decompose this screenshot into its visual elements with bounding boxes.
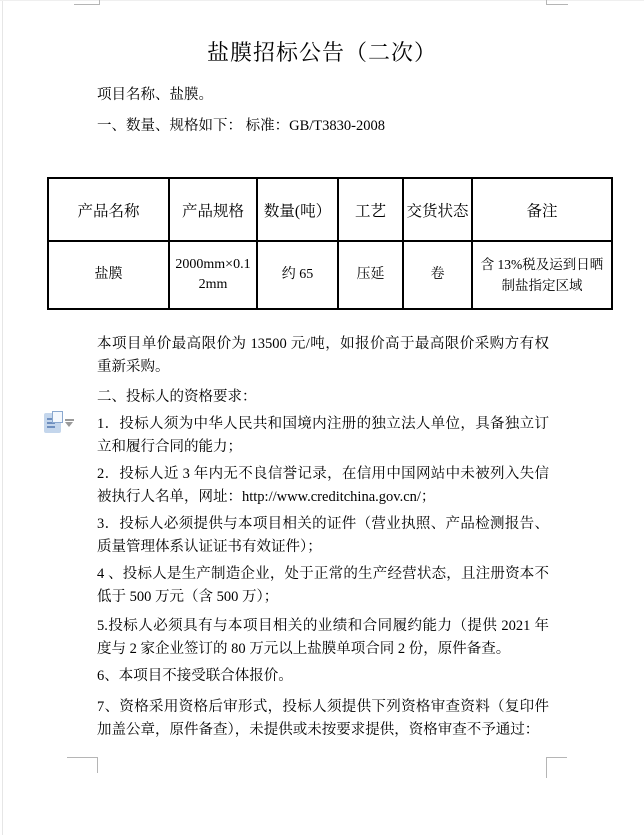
cell-remark: 含 13%税及运到日晒制盐指定区域 xyxy=(472,241,612,309)
table-header-row xyxy=(48,178,612,241)
page-left-edge xyxy=(2,0,3,835)
chevron-down-icon[interactable] xyxy=(65,419,74,427)
requirement-item-4: 4 、投标人是生产制造企业，处于正常的生产经营状态，且注册资本不低于 500 万元（含 500 万）； xyxy=(97,566,549,605)
paste-options-button[interactable] xyxy=(42,411,78,435)
heading-bidder-qualification: 二、投标人的资格要求： xyxy=(97,389,257,405)
quantity-spec-line: 一、数量、规格如下： 标准：GB/T3830-2008 xyxy=(97,118,385,134)
text-boundary-mark-bottom-right xyxy=(546,757,567,778)
requirement-item-2: 2．投标人近 3 年内无不良信誉记录，在信用中国网站中未被列入失信被执行人名单，网址：http://www.creditchina.gov.cn/； xyxy=(97,466,549,505)
requirement-item-5: 5.投标人必须具有与本项目相关的业绩和合同履约能力（提供 2021 年度与 2 家企业签订的 80 万元以上盐膜单项合同 2 份，原件备查。 xyxy=(97,618,549,657)
text-boundary-mark-top-right xyxy=(546,0,568,5)
cell-product-spec: 2000mm×0.12mm xyxy=(169,241,257,309)
document-title: 盐膜招标公告（二次） xyxy=(206,40,437,65)
header-product-spec: 产品规格 xyxy=(169,178,257,241)
project-name-line: 项目名称、盐膜。 xyxy=(97,87,213,103)
paste-sheet-glyph xyxy=(52,411,63,423)
table-row xyxy=(48,241,612,309)
paste-options-icon xyxy=(44,413,61,433)
header-quantity: 数量(吨） xyxy=(257,178,338,241)
header-remark: 备注 xyxy=(472,178,612,241)
cell-delivery-state: 卷 xyxy=(403,241,472,309)
requirement-item-3: 3．投标人必须提供与本项目相关的证件（营业执照、产品检测报告、质量管理体系认证证书有效证件）； xyxy=(97,516,549,555)
cell-product-name: 盐膜 xyxy=(48,241,169,309)
product-spec-table xyxy=(47,177,613,310)
text-boundary-mark-bottom-left xyxy=(67,757,98,773)
requirement-item-6: 6、本项目不接受联合体报价。 xyxy=(97,668,293,684)
paragraph-price-limit: 本项目单价最高限价为 13500 元/吨，如报价高于最高限价采购方有权重新采购。 xyxy=(97,336,549,375)
requirement-item-1: 1．投标人须为中华人民共和国境内注册的独立法人单位，具备独立订立和履行合同的能力； xyxy=(97,416,549,455)
text-boundary-mark-top-left xyxy=(74,0,100,5)
requirement-item-7: 7、资格采用资格后审形式，投标人须提供下列资格审查资料（复印件加盖公章，原件备查），未提供或未按要求提供，资格审查不予通过： xyxy=(97,699,549,738)
cell-process: 压延 xyxy=(338,241,403,309)
cell-quantity: 约 65 xyxy=(257,241,338,309)
header-process: 工艺 xyxy=(338,178,403,241)
header-product-name: 产品名称 xyxy=(48,178,169,241)
header-delivery-state: 交货状态 xyxy=(403,178,472,241)
